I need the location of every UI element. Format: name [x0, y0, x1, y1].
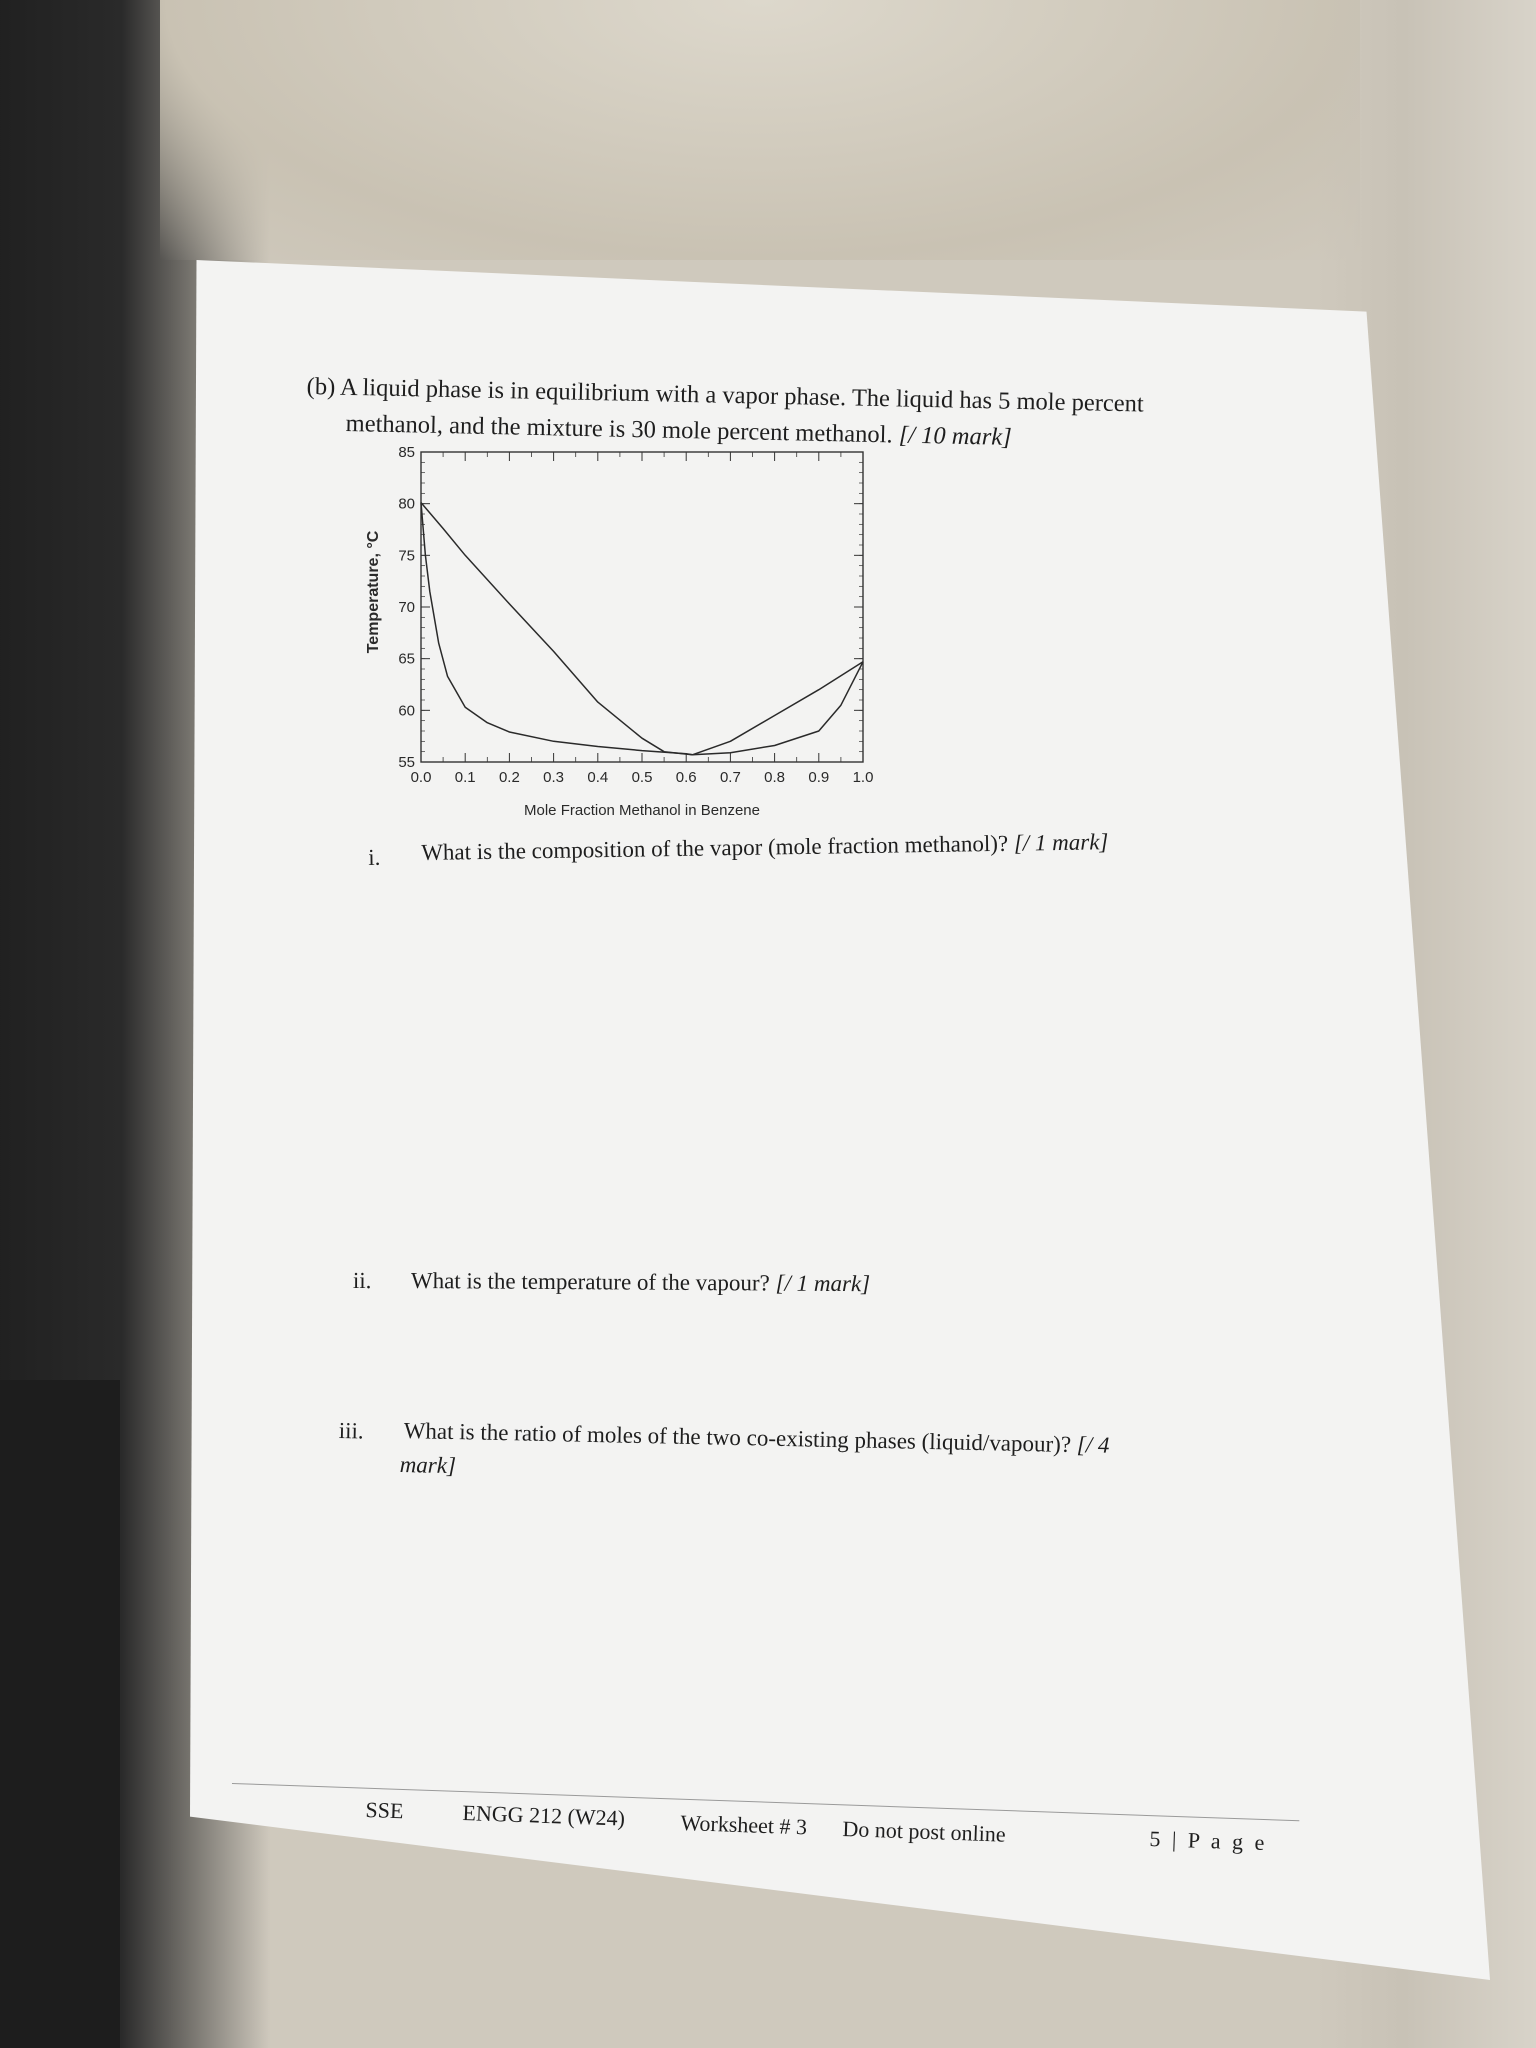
- x-tick-label: 0.1: [454, 769, 476, 786]
- subquestion-1-mark: [/ 1 mark]: [1013, 829, 1109, 856]
- x-tick-label: 0.0: [410, 769, 432, 786]
- x-tick-label: 0.6: [675, 769, 697, 786]
- footer-course: ENGG 212 (W24): [462, 1800, 626, 1831]
- subquestion-1-prompt: What is the composition of the vapor (mole fraction methanol)?: [421, 830, 1009, 865]
- y-tick-label: 70: [398, 599, 415, 616]
- footer-note: Do not post online: [842, 1816, 1007, 1847]
- x-tick-label: 0.2: [498, 769, 520, 786]
- background-dark-bottom: [0, 1380, 120, 2048]
- phase-diagram-svg: [355, 432, 895, 832]
- x-tick-label: 0.5: [631, 769, 653, 786]
- phase-diagram: [355, 432, 895, 832]
- x-tick-label: 0.4: [587, 769, 609, 786]
- x-tick-label: 0.9: [808, 769, 830, 786]
- y-axis-label: Temperature, °C: [365, 530, 382, 654]
- y-tick-label: 55: [398, 754, 415, 771]
- question-mark: [/ 10 mark]: [898, 421, 1012, 451]
- subquestion-1-number: i.: [368, 844, 381, 870]
- y-tick-label: 75: [398, 547, 415, 565]
- plot-frame: [421, 452, 863, 762]
- footer-page-number: 5 | P a g e: [1149, 1826, 1268, 1856]
- footer-worksheet: Worksheet # 3: [680, 1810, 808, 1840]
- footer-sse: SSE: [365, 1797, 404, 1824]
- curve-2: [421, 503, 863, 755]
- subquestion-2-number: ii.: [352, 1268, 372, 1294]
- x-axis-label: Mole Fraction Methanol in Benzene: [524, 802, 760, 819]
- background-fabric: [160, 0, 1360, 260]
- subquestion-2-text: [411, 1268, 870, 1297]
- y-tick-label: 85: [398, 444, 415, 461]
- curve-1: [421, 503, 863, 755]
- subquestion-2-prompt: What is the temperature of the vapour?: [410, 1268, 770, 1296]
- y-tick-label: 80: [398, 495, 415, 513]
- subquestion-2-mark: [/ 1 mark]: [775, 1270, 871, 1297]
- subquestion-3-mark-continued: mark]: [399, 1452, 457, 1479]
- y-tick-label: 65: [398, 650, 415, 668]
- subquestion-3-prompt: What is the ratio of moles of the two co-existing phases (liquid/vapour)?: [403, 1418, 1072, 1457]
- x-tick-label: 0.8: [764, 769, 786, 786]
- x-tick-label: 0.7: [719, 769, 741, 786]
- y-tick-label: 60: [398, 702, 415, 720]
- question-line-2-text: methanol, and the mixture is 30 mole percent methanol.: [345, 410, 893, 449]
- x-tick-label: 1.0: [852, 769, 874, 786]
- x-tick-label: 0.3: [543, 769, 565, 786]
- question-line-1: (b) A liquid phase is in equilibrium with a vapor phase. The liquid has 5 mole percent: [306, 373, 1144, 418]
- subquestion-3-number: iii.: [338, 1418, 364, 1444]
- subquestion-3-mark: [/ 4: [1076, 1432, 1110, 1458]
